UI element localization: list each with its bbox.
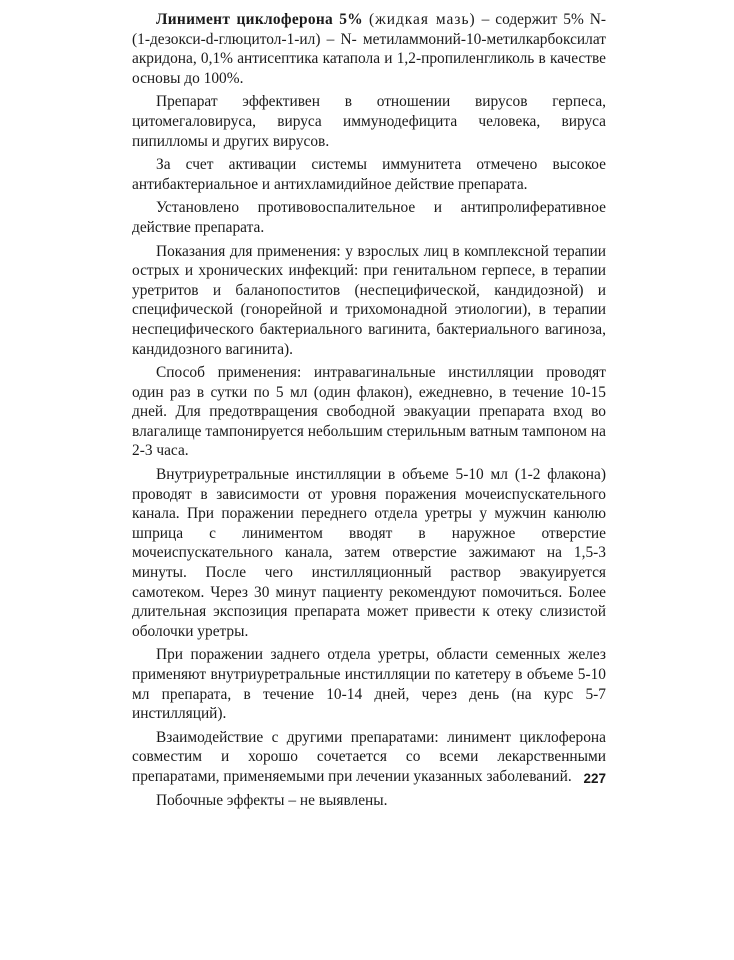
paragraph-efficacy: Препарат эффективен в отношении вирусов герпеса, цитомегаловируса, вируса иммунодефицита человека, вируса пипилломы и других вирусов. — [132, 93, 606, 150]
paragraph-administration: Способ применения: интравагинальные инстилляции проводят один раз в сутки по 5 мл (один флакон), ежедневно, в течение 10-15 дней. Для предотвращения свободной эвакуации препарата вход во влагалище тампонируется небольшим стерильным ватным тампоном на 2-3 часа. — [132, 364, 606, 460]
drug-form: (жидкая мазь) — [368, 11, 476, 28]
paragraph-intraurethral: Внутриуретральные инстилляции в объеме 5-10 мл (1-2 флакона) проводят в зависимости от уровня поражения мочеиспускательного канала. При поражении переднего отдела уретры у мужчин канюлю шприца с линиментом вводят в наружное отверстие мочеиспускательного канала, затем отверстие зажимают на 1,5-3 минуты. После чего инстилляционный раствор эвакуируется самотеком. Через 30 минут пациенту рекомендуют помочиться. Более длительная экспозиция препарата может привести к отеку слизистой оболочки уретры. — [132, 466, 606, 640]
intro-paragraph — [132, 10, 606, 88]
paragraph-indications: Показания для применения: у взрослых лиц в комплексной терапии острых и хронических инфекций: при генитальном герпесе, в терапии уретритов и баланопоститов (неспецифической, кандидозной) и специфической (гонорейной и трихомонадной этиологии), в терапии неспецифического бактериального вагинита, бактериального вагиноза, кандидозного вагинита). — [132, 242, 606, 358]
composition-text: – содержит 5% N- (1-дезокси-d-глюцитол-1-ил) – N- метиламмоний-10-метилкарбоксилат акридона, 0,1% антисептика катапола и 1,2-пропиленгликоль в качестве основы до 100%. — [132, 11, 606, 87]
paragraph-immunity: За счет активации системы иммунитета отмечено высокое антибактериальное и антихламидийное действие препарата. — [132, 156, 606, 193]
drug-title: Линимент циклоферона 5% — [156, 11, 363, 28]
paragraph-side-effects: Побочные эффекты – не выявлены. — [156, 791, 388, 809]
paragraph-interactions: Взаимодействие с другими препаратами: линимент циклоферона совместим и хорошо сочетается со всеми лекарственными препаратами, применяемыми при лечении указанных заболеваний. — [132, 728, 606, 785]
page-number: 227 — [583, 771, 606, 786]
paragraph-anti-inflammatory: Установлено противовоспалительное и антипролиферативное действие препарата. — [132, 199, 606, 236]
paragraph-posterior-urethra: При поражении заднего отдела уретры, области семенных желез применяют внутриуретральные инстилляции по катетеру в объеме 5-10 мл препарата, в течение 10-14 дней, через день (на курс 5-7 инстилляций). — [132, 646, 606, 723]
page-body — [132, 10, 606, 814]
